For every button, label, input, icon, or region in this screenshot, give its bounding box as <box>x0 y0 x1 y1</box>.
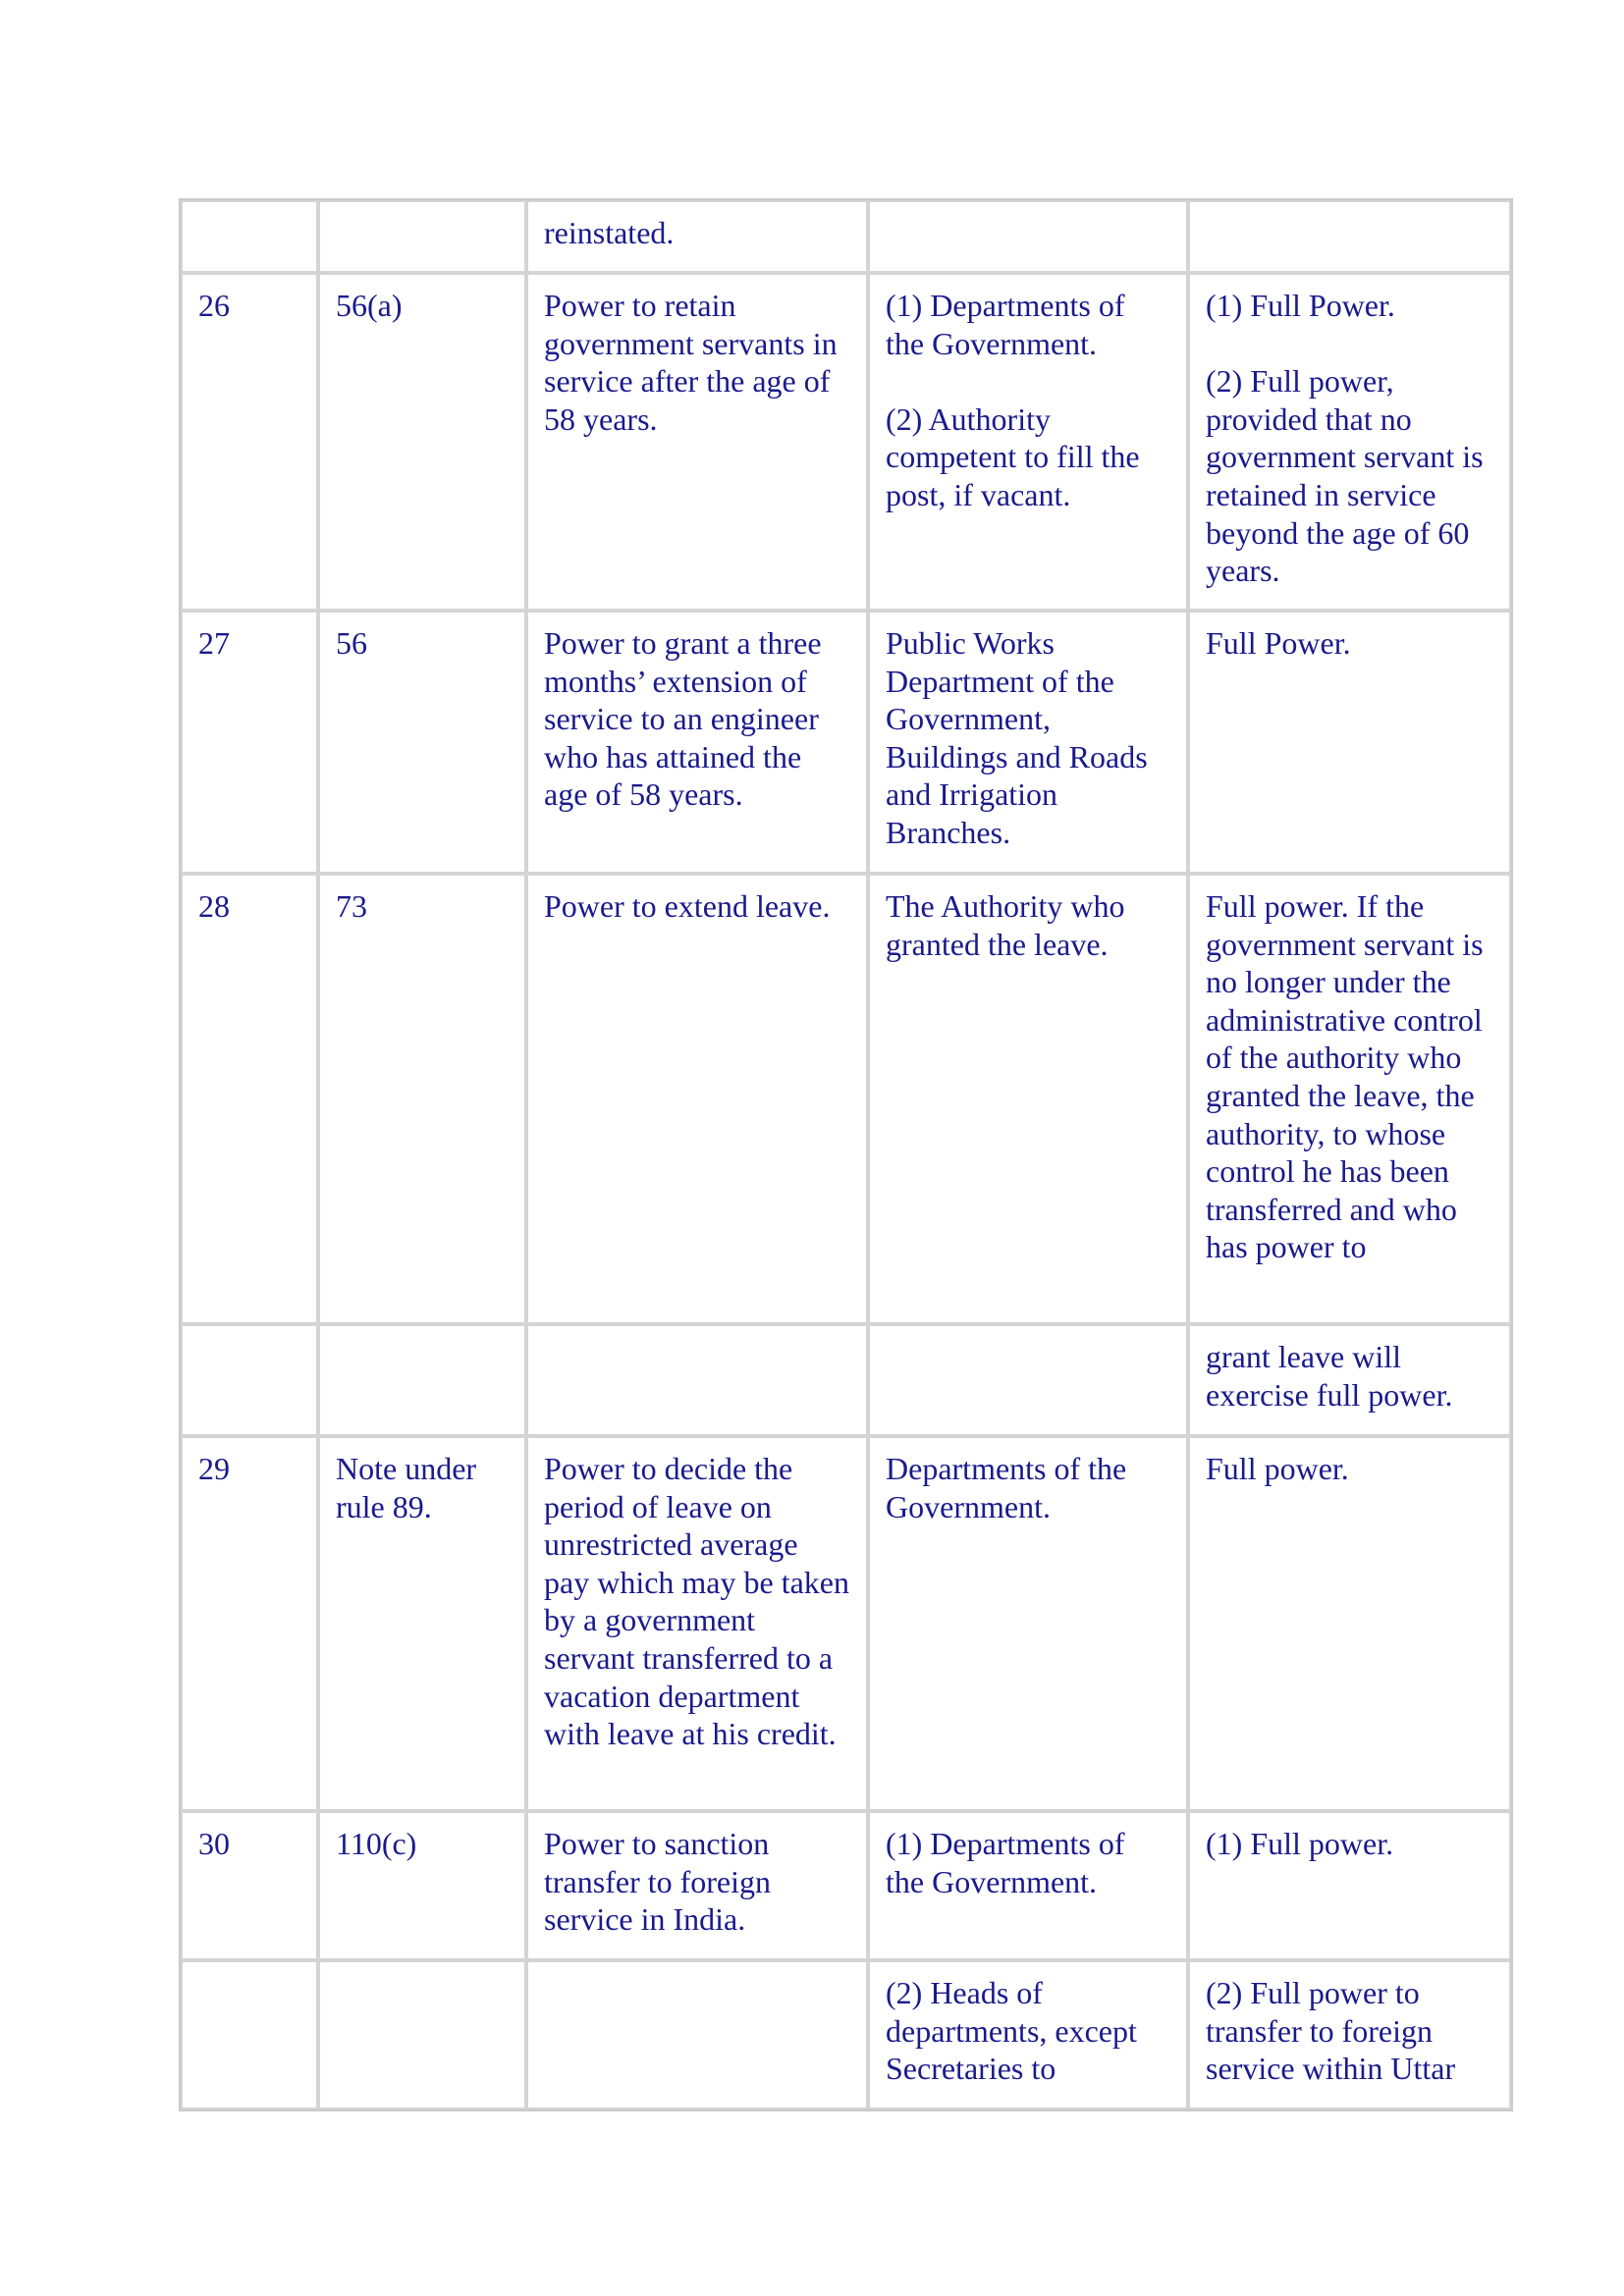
table-row <box>181 1960 1511 2109</box>
delegation-of-powers-table <box>179 198 1513 2111</box>
cell-paragraph: Public Works Department of the Government, Buildings and Roads and Irrigation Branches. <box>886 625 1148 850</box>
nature-of-power-cell <box>526 273 868 611</box>
extent-of-power-cell <box>1188 1811 1511 1960</box>
extent-of-power-cell <box>1188 874 1511 1324</box>
serial-cell: 27 <box>181 611 318 874</box>
nature-of-power-cell <box>526 1436 868 1811</box>
cell-paragraph: Full Power. <box>1206 625 1351 661</box>
table-row <box>181 874 1511 1324</box>
table-row <box>181 611 1511 874</box>
nature-of-power-cell <box>526 1811 868 1960</box>
rule-cell: 56(a) <box>318 273 526 611</box>
extent-of-power-cell <box>1188 1960 1511 2109</box>
table-row <box>181 1324 1511 1436</box>
cell-paragraph: Power to grant a three months’ extension of service to an engineer who has attained the age of 58 years. <box>544 625 822 813</box>
cell-paragraph: Power to retain government servants in service after the age of 58 years. <box>544 288 838 437</box>
nature-of-power-cell <box>526 874 868 1324</box>
cell-paragraph: Power to extend leave. <box>544 888 831 924</box>
cell-paragraph: (1) Departments of the Government. <box>886 1826 1125 1899</box>
cell-paragraph: reinstated. <box>544 215 675 250</box>
rule-cell <box>318 1960 526 2109</box>
nature-of-power-cell <box>526 1324 868 1436</box>
cell-paragraph: Full power. If the government servant is no longer under the administrative control of the authority who granted the leave, the authority, to whose control he has been transferred and who has power to <box>1206 888 1484 1265</box>
authority-cell <box>868 200 1188 273</box>
cell-paragraph: (2) Full power to transfer to foreign service within Uttar <box>1206 1975 1456 2087</box>
authority-cell <box>868 874 1188 1324</box>
authority-cell <box>868 273 1188 611</box>
cell-paragraph: Power to sanction transfer to foreign service in India. <box>544 1826 772 1938</box>
authority-cell <box>868 1811 1188 1960</box>
serial-cell <box>181 1960 318 2109</box>
authority-cell <box>868 1960 1188 2109</box>
table-row <box>181 1811 1511 1960</box>
table-row <box>181 273 1511 611</box>
rule-cell <box>318 200 526 273</box>
extent-of-power-cell <box>1188 611 1511 874</box>
rule-cell <box>318 1324 526 1436</box>
cell-paragraph: Power to decide the period of leave on unrestricted average pay which may be taken by a government servant transferred to a vacation department with leave at his credit. <box>544 1451 849 1752</box>
nature-of-power-cell <box>526 611 868 874</box>
serial-cell <box>181 200 318 273</box>
cell-paragraph: (2) Full power, provided that no government servant is retained in service beyond the age of 60 years. <box>1206 363 1484 589</box>
cell-paragraph: (2) Heads of departments, except Secretaries to <box>886 1975 1137 2087</box>
rule-cell: 56 <box>318 611 526 874</box>
table-row <box>181 200 1511 273</box>
nature-of-power-cell <box>526 200 868 273</box>
cell-paragraph: (2) Authority competent to fill the post, if vacant. <box>886 400 1140 512</box>
cell-paragraph: grant leave will exercise full power. <box>1206 1339 1453 1413</box>
table-row <box>181 1436 1511 1811</box>
cell-paragraph: (1) Full power. <box>1206 1826 1394 1861</box>
extent-of-power-cell <box>1188 200 1511 273</box>
authority-cell <box>868 1324 1188 1436</box>
cell-paragraph: (1) Departments of the Government. <box>886 288 1125 361</box>
authority-cell <box>868 611 1188 874</box>
cell-paragraph: Full power. <box>1206 1451 1349 1486</box>
cell-paragraph: Departments of the Government. <box>886 1451 1127 1524</box>
rule-cell: 73 <box>318 874 526 1324</box>
extent-of-power-cell <box>1188 1324 1511 1436</box>
serial-cell: 30 <box>181 1811 318 1960</box>
serial-cell: 26 <box>181 273 318 611</box>
rule-cell: Note under rule 89. <box>318 1436 526 1811</box>
serial-cell: 28 <box>181 874 318 1324</box>
extent-of-power-cell <box>1188 273 1511 611</box>
rule-cell: 110(c) <box>318 1811 526 1960</box>
serial-cell: 29 <box>181 1436 318 1811</box>
nature-of-power-cell <box>526 1960 868 2109</box>
cell-paragraph: (1) Full Power. <box>1206 288 1395 323</box>
serial-cell <box>181 1324 318 1436</box>
extent-of-power-cell <box>1188 1436 1511 1811</box>
authority-cell <box>868 1436 1188 1811</box>
cell-paragraph: The Authority who granted the leave. <box>886 888 1125 962</box>
